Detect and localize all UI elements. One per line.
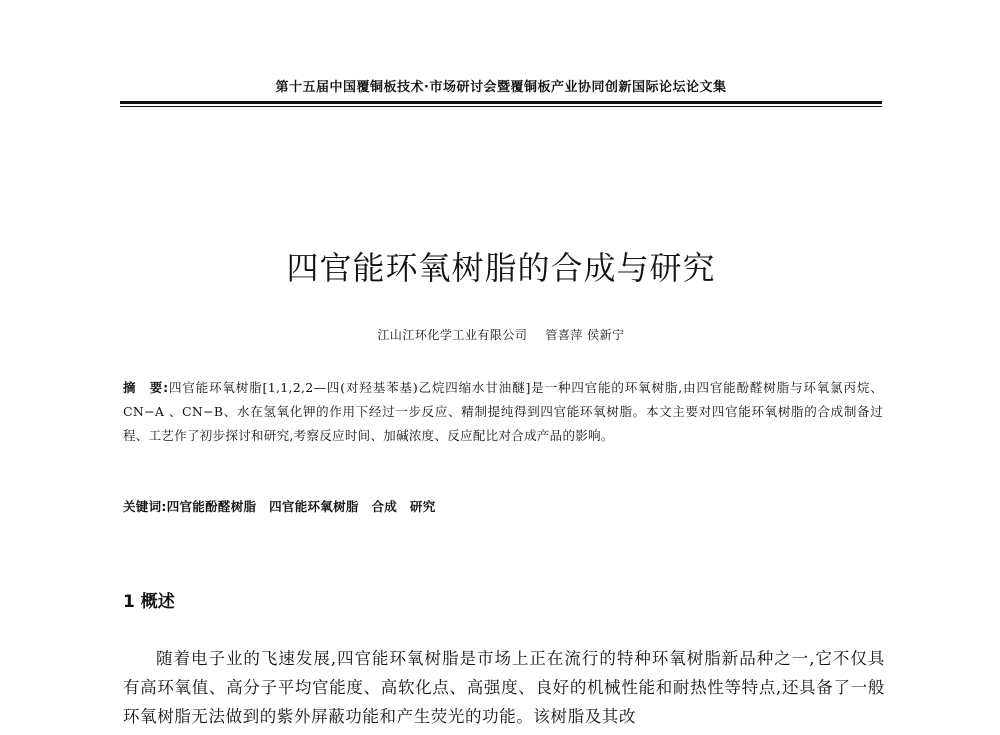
abstract-text: 四官能环氧树脂[1,1,2,2—四(对羟基苯基)乙烷四缩水甘油醚]是一种四官能的环氧树脂,由四官能酚醛树脂与环氧氯丙烷、CN−A 、CN−B、水在氢氧化钾的作用下经过一步反应、精制提纯得到四官能环氧树脂。本文主要对四官能环氧树脂的合成制备过程、工艺作了初步探讨和研究,考察反应时间、加碱浓度、反应配比对合成产品的影响。	[123, 380, 884, 443]
affiliation: 江山江环化学工业有限公司	[377, 328, 528, 342]
running-header: 第十五届中国覆铜板技术·市场研讨会暨覆铜板产业协同创新国际论坛论文集	[275, 80, 727, 95]
keywords-text: 四官能酚醛树脂 四官能环氧树脂 合成 研究	[166, 499, 436, 514]
abstract-label: 摘 要:	[123, 380, 169, 395]
header-rule-thin	[120, 106, 882, 107]
keywords	[123, 497, 883, 515]
keywords-label: 关键词:	[123, 499, 167, 514]
article-title: 四官能环氧树脂的合成与研究	[286, 249, 716, 287]
byline	[120, 326, 882, 343]
authors: 管喜萍 侯新宁	[545, 328, 625, 342]
header-rule-thick	[120, 101, 882, 104]
section-heading: 1 概述	[123, 592, 175, 612]
abstract	[123, 376, 883, 448]
body-paragraph: 随着电子业的飞速发展,四官能环氧树脂是市场上正在流行的特种环氧树脂新品种之一,它不仅具有高环氧值、高分子平均官能度、高软化点、高强度、良好的机械性能和耐热性等特点,还具备了一般环氧树脂无法做到的紫外屏蔽功能和产生荧光的功能。该树脂及其改	[123, 649, 885, 726]
